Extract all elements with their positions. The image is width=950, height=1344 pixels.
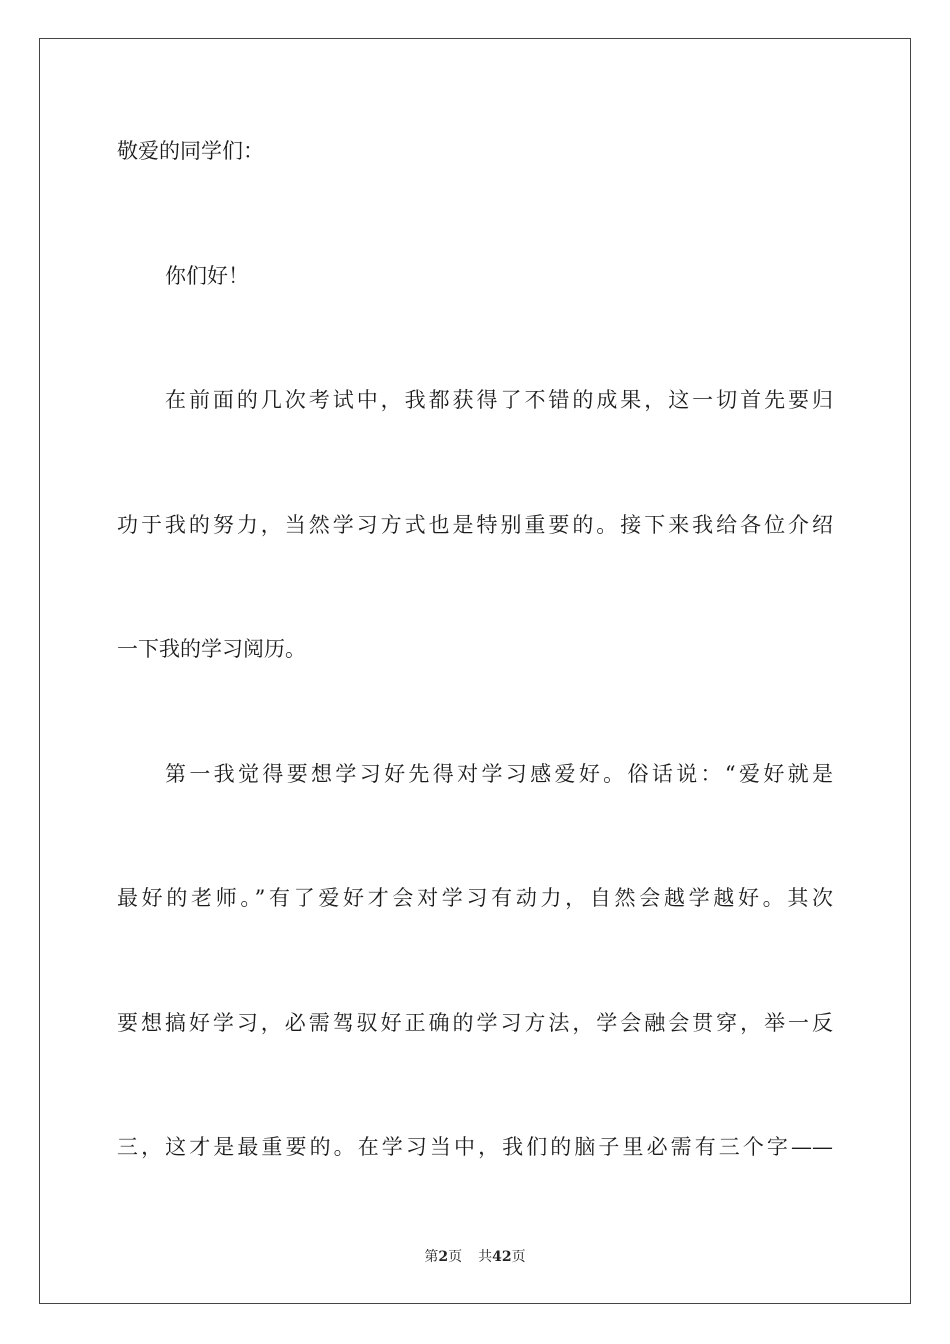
paragraph-line: 第一我觉得要想学习好先得对学习感爱好。俗话说：“爱好就是 xyxy=(165,762,833,786)
paragraph-line: 要想搞好学习，必需驾驭好正确的学习方法，学会融会贯穿，举一反 xyxy=(117,1011,833,1035)
page-footer xyxy=(0,1248,950,1266)
paragraph-line: 在前面的几次考试中，我都获得了不错的成果，这一切首先要归 xyxy=(165,388,833,412)
total-suffix: 页 xyxy=(511,1249,526,1265)
page-prefix: 第 xyxy=(424,1249,439,1265)
paragraph-line: 最好的老师。”有了爱好才会对学习有动力，自然会越学越好。其次 xyxy=(117,886,833,910)
page-border xyxy=(39,38,911,1304)
paragraph-line: 功于我的努力，当然学习方式也是特别重要的。接下来我给各位介绍 xyxy=(117,513,833,537)
page-suffix: 页 xyxy=(448,1249,463,1265)
total-pages: 42 xyxy=(492,1249,512,1265)
salutation: 敬爱的同学们： xyxy=(117,139,264,163)
paragraph-line: 一下我的学习阅历。 xyxy=(117,637,306,661)
paragraph-line: 三，这才是最重要的。在学习当中，我们的脑子里必需有三个字—— xyxy=(117,1135,833,1159)
page-number: 2 xyxy=(438,1249,449,1265)
greeting-line: 你们好！ xyxy=(165,264,249,288)
total-prefix: 共 xyxy=(478,1249,493,1265)
